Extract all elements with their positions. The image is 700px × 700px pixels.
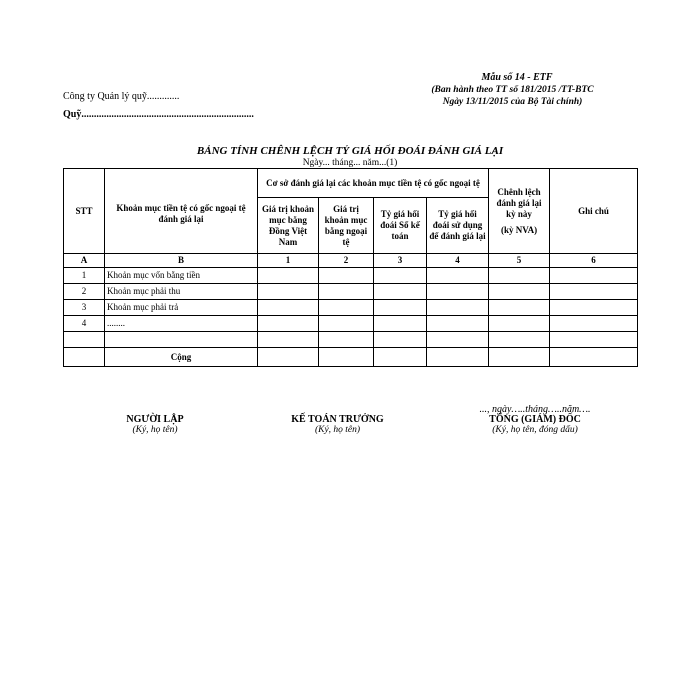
table-row (64, 300, 638, 316)
index-5: 5 (489, 254, 550, 268)
cell (427, 300, 489, 316)
signature-director (465, 414, 605, 435)
table-row (64, 268, 638, 284)
row-stt: 4 (64, 316, 105, 332)
index-a: A (64, 254, 105, 268)
row-label: Khoản mục phải thu (105, 284, 258, 300)
date-placeholder: Ngày... tháng... năm...(1) (302, 158, 398, 168)
cell (550, 268, 638, 284)
cell (427, 268, 489, 284)
header-book-rate: Tỷ giá hối đoái Sổ kế toán (374, 198, 427, 254)
cell (258, 332, 319, 348)
row-label: Khoản mục vốn bằng tiền (105, 268, 258, 284)
header-difference-label: Chênh lệch đánh giá lại kỳ này (496, 186, 542, 219)
cell (374, 316, 427, 332)
row-label (105, 332, 258, 348)
cell (489, 316, 550, 332)
cell (258, 300, 319, 316)
cell (258, 316, 319, 332)
header-reval-rate: Tỷ giá hối đoái sử dụng để đánh giá lại (427, 198, 489, 254)
row-stt (64, 332, 105, 348)
signature-chief-accountant (275, 414, 400, 435)
cell (374, 268, 427, 284)
table-row (64, 332, 638, 348)
chief-accountant-subtitle: (Ký, họ tên) (314, 425, 361, 435)
document-title: BẢNG TÍNH CHÊNH LỆCH TỶ GIÁ HỐI ĐOÁI ĐÁNH GIÁ LẠI (196, 145, 504, 157)
revaluation-table (63, 168, 638, 367)
cell (550, 316, 638, 332)
cell (550, 284, 638, 300)
decree-line-2: Ngày 13/11/2015 của Bộ Tài chính) (442, 97, 583, 107)
cell (319, 284, 374, 300)
index-6: 6 (550, 254, 638, 268)
director-title: TỔNG (GIÁM) ĐỐC (489, 414, 581, 425)
header-difference (489, 169, 550, 254)
index-3: 3 (374, 254, 427, 268)
cell (489, 348, 550, 367)
header-basis: Cơ sở đánh giá lại các khoản mục tiền tệ có gốc ngoại tệ (258, 169, 489, 198)
index-4: 4 (427, 254, 489, 268)
cell (319, 316, 374, 332)
row-stt: 3 (64, 300, 105, 316)
cell (258, 268, 319, 284)
total-label: Cộng (105, 348, 258, 367)
fund-name: Quỹ..................................................................... (63, 109, 254, 120)
company-name: Công ty Quản lý quỹ............. (63, 91, 180, 102)
signature-preparer (100, 414, 210, 435)
cell (374, 348, 427, 367)
cell (319, 300, 374, 316)
chief-accountant-title: KẾ TOÁN TRƯỞNG (291, 414, 384, 425)
cell (489, 268, 550, 284)
cell (489, 284, 550, 300)
total-row (64, 348, 638, 367)
header-note: Ghi chú (550, 169, 638, 254)
form-number: Mẫu số 14 - ETF (481, 72, 553, 83)
header-vnd-value: Giá trị khoản mục bằng Đồng Việt Nam (258, 198, 319, 254)
cell (374, 332, 427, 348)
header-fx-value: Giá trị khoản mục bằng ngoại tệ (319, 198, 374, 254)
row-stt: 2 (64, 284, 105, 300)
cell (427, 332, 489, 348)
table-row (64, 284, 638, 300)
header-stt: STT (64, 169, 105, 254)
cell (258, 348, 319, 367)
cell (258, 284, 319, 300)
header-difference-unit: (kỳ NVA) (500, 224, 538, 235)
cell (319, 268, 374, 284)
row-label: Khoản mục phải trả (105, 300, 258, 316)
cell (427, 284, 489, 300)
preparer-title: NGƯỜI LẬP (126, 414, 184, 425)
cell (374, 300, 427, 316)
index-1: 1 (258, 254, 319, 268)
decree-reference (405, 84, 620, 108)
cell (489, 300, 550, 316)
row-label: ........ (105, 316, 258, 332)
cell (550, 348, 638, 367)
table-row (64, 316, 638, 332)
cell (319, 332, 374, 348)
preparer-subtitle: (Ký, họ tên) (132, 425, 178, 435)
row-stt: 1 (64, 268, 105, 284)
index-b: B (105, 254, 258, 268)
cell (489, 332, 550, 348)
signature-date-line: ..., ngày…..tháng…..năm…. (479, 404, 591, 415)
header-items: Khoản mục tiền tệ có gốc ngoại tệ đánh giá lại (105, 169, 258, 254)
cell (550, 332, 638, 348)
director-subtitle: (Ký, họ tên, đóng dấu) (492, 425, 578, 435)
cell (64, 348, 105, 367)
decree-line-1: (Ban hành theo TT số 181/2015 /TT-BTC (431, 85, 594, 95)
cell (374, 284, 427, 300)
cell (550, 300, 638, 316)
cell (427, 316, 489, 332)
cell (319, 348, 374, 367)
index-2: 2 (319, 254, 374, 268)
cell (427, 348, 489, 367)
